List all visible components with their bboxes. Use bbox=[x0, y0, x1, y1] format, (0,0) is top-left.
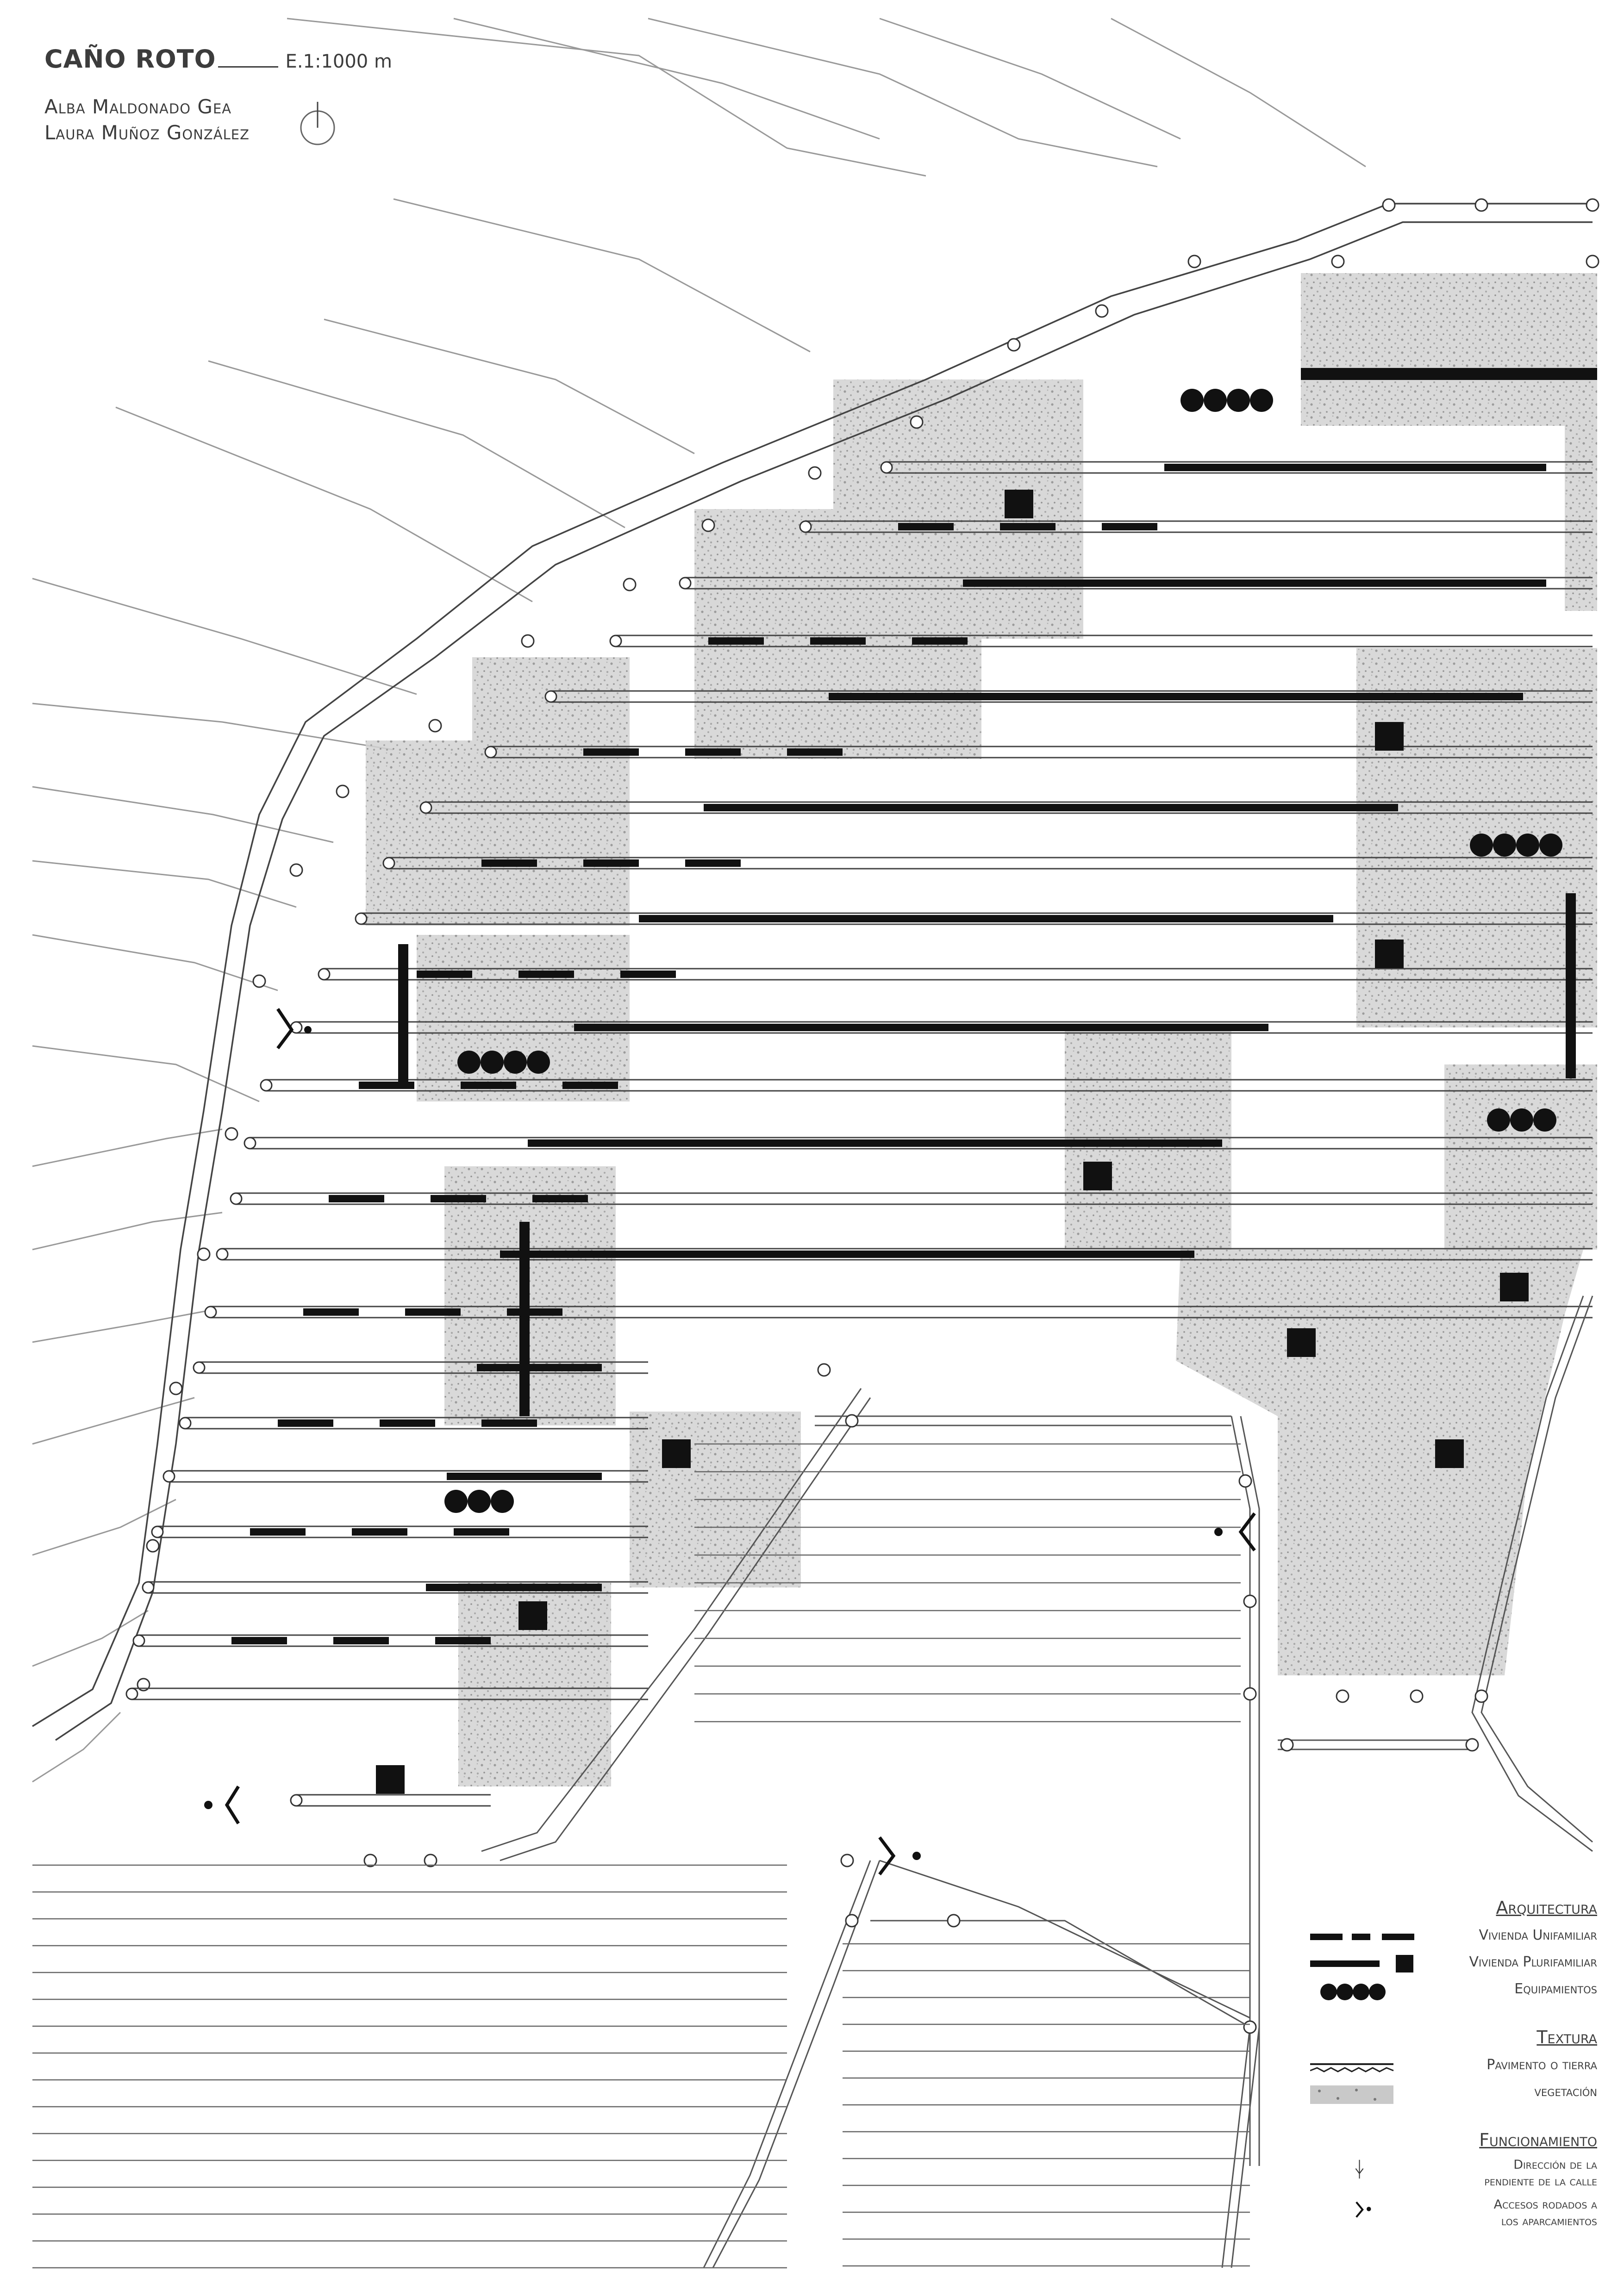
plurifamiliar-symbol bbox=[1310, 1951, 1421, 1978]
slope-direction-icon bbox=[1310, 2157, 1421, 2184]
legend bbox=[1310, 1898, 1597, 2236]
street-line bbox=[417, 971, 472, 978]
title-rule bbox=[218, 66, 278, 68]
legend-row-equipamientos bbox=[1310, 1978, 1597, 2005]
legend-label-vegetacion: vegetación bbox=[1534, 2084, 1597, 2100]
scale-label: E.1:1000 m bbox=[285, 51, 392, 72]
legend-pendiente-line-2: pendiente de la calle bbox=[1484, 2174, 1597, 2189]
street-line bbox=[217, 1249, 228, 1260]
legend-accesos-line-2: los aparcamientos bbox=[1501, 2214, 1597, 2228]
street-line bbox=[685, 748, 741, 756]
street-line bbox=[126, 1688, 137, 1699]
street-line bbox=[639, 915, 1333, 922]
legend-row-plurifamiliar bbox=[1310, 1951, 1597, 1978]
legend-label-pavimento: Pavimento o tierra bbox=[1487, 2057, 1597, 2073]
street-line bbox=[912, 637, 968, 645]
legend-pendiente-line-1: Dirección de la bbox=[1513, 2158, 1597, 2172]
street-line bbox=[133, 1635, 144, 1646]
street-line bbox=[787, 748, 843, 756]
legend-heading-funcionamiento: Funcionamiento bbox=[1479, 2130, 1597, 2150]
street-line bbox=[620, 971, 676, 978]
street-line bbox=[477, 1364, 602, 1371]
street-line bbox=[708, 637, 764, 645]
street-line bbox=[1164, 464, 1546, 471]
street-line bbox=[250, 1528, 306, 1536]
legend-label-unifamiliar: Vivienda Unifamiliar bbox=[1479, 1927, 1597, 1943]
legend-heading-arquitectura: Arquitectura bbox=[1496, 1898, 1597, 1918]
street-line bbox=[528, 1139, 1222, 1147]
street-line bbox=[610, 635, 621, 647]
street-line bbox=[680, 578, 691, 589]
street-line bbox=[319, 969, 330, 980]
equipamientos-symbol bbox=[1310, 1978, 1421, 2005]
street-line bbox=[1102, 523, 1157, 530]
street-line bbox=[435, 1637, 491, 1644]
legend-row-unifamiliar bbox=[1310, 1924, 1597, 1951]
street-line bbox=[333, 1637, 389, 1644]
street-line bbox=[810, 637, 866, 645]
street-line bbox=[356, 913, 367, 924]
street-line bbox=[454, 1528, 509, 1536]
legend-accesos-line-1: Accesos rodados a bbox=[1493, 2197, 1597, 2212]
street-line bbox=[507, 1308, 562, 1316]
street-line bbox=[426, 1584, 602, 1591]
street-line bbox=[420, 802, 431, 813]
street-line bbox=[685, 859, 741, 867]
street-line bbox=[329, 1195, 384, 1202]
street-line bbox=[518, 971, 574, 978]
street-line bbox=[461, 1082, 516, 1089]
street-line bbox=[583, 748, 639, 756]
street-line bbox=[194, 1362, 205, 1373]
plan-title: CAÑO ROTO bbox=[44, 44, 216, 74]
street-line bbox=[532, 1195, 588, 1202]
author-list bbox=[44, 94, 392, 146]
street-line bbox=[704, 804, 1398, 811]
street-line bbox=[881, 462, 892, 473]
street-line bbox=[143, 1582, 154, 1593]
street-line bbox=[447, 1473, 602, 1480]
legend-row-pavimento bbox=[1310, 2054, 1597, 2081]
legend-label-plurifamiliar: Vivienda Plurifamiliar bbox=[1469, 1954, 1597, 1970]
street-line bbox=[291, 1795, 302, 1806]
street-line bbox=[1000, 523, 1056, 530]
street-line bbox=[278, 1419, 333, 1427]
street-line bbox=[963, 579, 1546, 587]
author-1: Alba Maldonado Gea bbox=[44, 95, 232, 118]
street-line bbox=[829, 693, 1523, 700]
author-2: Laura Muñoz González bbox=[44, 121, 250, 144]
legend-heading-textura: Textura bbox=[1537, 2027, 1597, 2047]
title-row bbox=[44, 44, 392, 74]
legend-row-vegetacion bbox=[1310, 2081, 1597, 2108]
street-line bbox=[180, 1418, 191, 1429]
street-line bbox=[898, 523, 954, 530]
vehicle-access-legend-icon bbox=[1310, 2196, 1421, 2223]
street-line bbox=[545, 691, 556, 702]
street-line bbox=[383, 858, 394, 869]
street-line bbox=[405, 1308, 461, 1316]
street-line bbox=[485, 747, 496, 758]
street-line bbox=[244, 1138, 256, 1149]
street-line bbox=[231, 1637, 287, 1644]
legend-label-pendiente bbox=[1484, 2157, 1597, 2190]
unifamiliar-symbol bbox=[1310, 1924, 1421, 1951]
street-line bbox=[205, 1307, 216, 1318]
street-line bbox=[574, 1024, 1268, 1031]
street-line bbox=[261, 1080, 272, 1091]
street-line bbox=[583, 859, 639, 867]
street-line bbox=[481, 859, 537, 867]
street-line bbox=[303, 1308, 359, 1316]
title-block bbox=[44, 44, 392, 146]
street-line bbox=[562, 1082, 618, 1089]
street-line bbox=[152, 1526, 163, 1537]
street-line bbox=[500, 1251, 1194, 1258]
street-line bbox=[800, 521, 811, 532]
street-line bbox=[163, 1471, 175, 1482]
street-line bbox=[481, 1419, 537, 1427]
street-line bbox=[352, 1528, 407, 1536]
street-line bbox=[231, 1193, 242, 1204]
pavimento-symbol bbox=[1310, 2054, 1421, 2081]
north-arrow-icon bbox=[299, 101, 336, 147]
legend-label-accesos bbox=[1494, 2196, 1597, 2230]
legend-row-accesos bbox=[1310, 2196, 1597, 2236]
vegetacion-symbol bbox=[1310, 2081, 1421, 2108]
street-line bbox=[380, 1419, 435, 1427]
street-line bbox=[431, 1195, 486, 1202]
legend-label-equipamientos: Equipamientos bbox=[1514, 1981, 1597, 1997]
legend-row-pendiente bbox=[1310, 2157, 1597, 2196]
